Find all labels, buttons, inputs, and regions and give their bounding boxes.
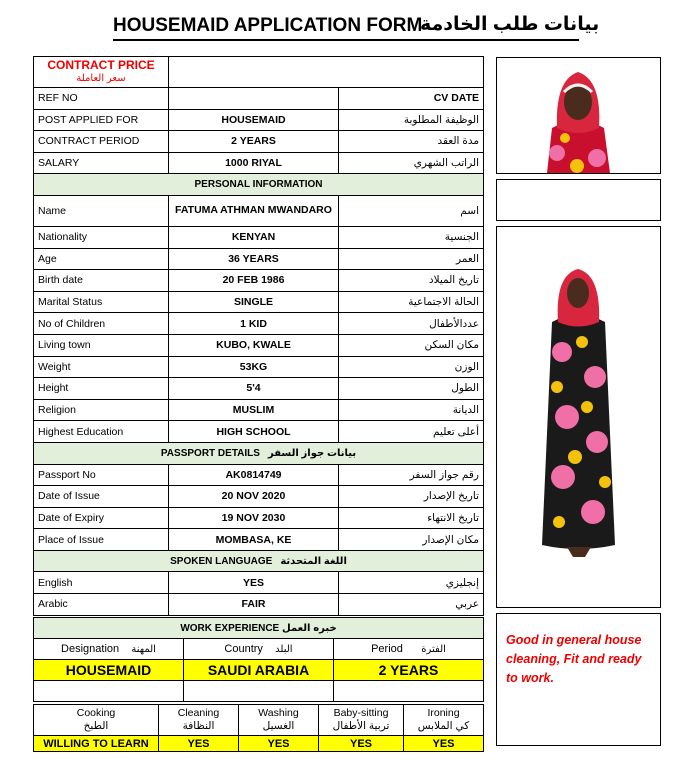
contract-price-label bbox=[34, 57, 169, 88]
personal-row-label-ar: تاريخ الميلاد bbox=[339, 270, 484, 292]
passport-row bbox=[34, 529, 484, 551]
personal-row-label-ar: الطول bbox=[339, 378, 484, 400]
passport-row bbox=[34, 507, 484, 529]
title-arabic: بيانات طلب الخادمة bbox=[420, 14, 600, 35]
skill-label bbox=[239, 705, 319, 736]
work-experience-title-ar: خبره العمل bbox=[282, 622, 337, 634]
personal-row-label-ar: الديانة bbox=[339, 399, 484, 421]
personal-row-value: 5'4 bbox=[169, 378, 339, 400]
country-header-ar: البلد bbox=[275, 644, 293, 655]
skill-value: YES bbox=[239, 736, 319, 752]
personal-row bbox=[34, 378, 484, 400]
top-row-label-ar: الراتب الشهري bbox=[339, 152, 484, 174]
top-row-value: 2 YEARS bbox=[169, 131, 339, 153]
personal-row-label: Marital Status bbox=[34, 291, 169, 313]
personal-row-label: Religion bbox=[34, 399, 169, 421]
top-row-label: CONTRACT PERIOD bbox=[34, 131, 169, 153]
passport-row-label: Passport No bbox=[34, 464, 169, 486]
name-row bbox=[34, 195, 484, 226]
personal-row bbox=[34, 248, 484, 270]
skill-name-ar: كي الملابس bbox=[417, 720, 470, 732]
personal-row-label-ar: أعلى تعليم bbox=[339, 421, 484, 443]
top-row-label: POST APPLIED FOR bbox=[34, 109, 169, 131]
skill-name-en: Ironing bbox=[427, 707, 460, 719]
passport-row-label-ar: تاريخ الإصدار bbox=[339, 486, 484, 508]
personal-row-label-ar: عددالأطفال bbox=[339, 313, 484, 335]
skill-name-ar: تربية الأطفال bbox=[332, 720, 390, 732]
personal-row-value: 36 YEARS bbox=[169, 248, 339, 270]
period-value: 2 YEARS bbox=[334, 660, 484, 681]
personal-row-value: SINGLE bbox=[169, 291, 339, 313]
remarks-box bbox=[496, 613, 661, 746]
form-title bbox=[0, 10, 686, 40]
skill-name-en: Baby-sitting bbox=[333, 707, 389, 719]
top-row-value: 1000 RIYAL bbox=[169, 152, 339, 174]
language-row-label-ar: إنجليزي bbox=[339, 572, 484, 594]
work-empty-row bbox=[34, 681, 484, 702]
period-header-en: Period bbox=[371, 643, 403, 655]
skill-value: WILLING TO LEARN bbox=[34, 736, 159, 752]
top-row bbox=[34, 109, 484, 131]
portrait-photo-frame bbox=[496, 57, 661, 174]
name-row-label: Name bbox=[34, 195, 169, 226]
personal-info-section-title-text: PERSONAL INFORMATION bbox=[194, 179, 323, 191]
skill-name-ar: النظافة bbox=[182, 720, 215, 732]
skill-name-en: Cooking bbox=[76, 707, 116, 719]
skill-value: YES bbox=[159, 736, 239, 752]
empty-cell bbox=[184, 681, 334, 702]
top-row-label-ar: مدة العقد bbox=[339, 131, 484, 153]
skill-name-ar: الطبخ bbox=[83, 720, 109, 732]
period-header-ar: الفترة bbox=[421, 644, 446, 655]
work-experience-title-en: WORK EXPERIENCE bbox=[180, 622, 280, 634]
language-row bbox=[34, 594, 484, 616]
skill-label bbox=[159, 705, 239, 736]
personal-info-section bbox=[34, 174, 484, 196]
personal-row-value: MUSLIM bbox=[169, 399, 339, 421]
empty-cell bbox=[334, 681, 484, 702]
country-header-en: Country bbox=[224, 643, 263, 655]
personal-row bbox=[34, 313, 484, 335]
personal-row-value: HIGH SCHOOL bbox=[169, 421, 339, 443]
personal-row-value: 1 KID bbox=[169, 313, 339, 335]
top-row-label: SALARY bbox=[34, 152, 169, 174]
top-row-value bbox=[169, 88, 339, 110]
skill-name-en: Washing bbox=[258, 707, 299, 719]
language-section-title bbox=[34, 550, 484, 572]
main-info-table bbox=[33, 56, 484, 616]
passport-section bbox=[34, 442, 484, 464]
passport-row-value: 19 NOV 2030 bbox=[169, 507, 339, 529]
personal-row bbox=[34, 226, 484, 248]
personal-row-value: 53KG bbox=[169, 356, 339, 378]
skills-table bbox=[33, 704, 484, 752]
skill-label bbox=[404, 705, 484, 736]
language-row-label: English bbox=[34, 572, 169, 594]
passport-row bbox=[34, 486, 484, 508]
top-row bbox=[34, 88, 484, 110]
personal-row-value: KENYAN bbox=[169, 226, 339, 248]
empty-cell bbox=[34, 681, 184, 702]
top-row-label: REF NO bbox=[34, 88, 169, 110]
skill-label bbox=[34, 705, 159, 736]
blank-box-1 bbox=[496, 179, 661, 221]
work-experience-row bbox=[34, 660, 484, 681]
personal-row-value: 20 FEB 1986 bbox=[169, 270, 339, 292]
personal-row bbox=[34, 356, 484, 378]
passport-row-label: Date of Expiry bbox=[34, 507, 169, 529]
personal-row-label: No of Children bbox=[34, 313, 169, 335]
passport-section-title-text: PASSPORT DETAILS bbox=[160, 447, 260, 459]
work-experience-header bbox=[34, 618, 484, 639]
designation-header-en: Designation bbox=[61, 643, 120, 655]
language-row-value: FAIR bbox=[169, 594, 339, 616]
passport-section-title-text: بيانات جواز السفر bbox=[267, 447, 357, 459]
personal-row bbox=[34, 291, 484, 313]
top-row-label-ar: CV DATE bbox=[339, 88, 484, 110]
designation-header-ar: المهنة bbox=[131, 644, 156, 655]
language-row-value: YES bbox=[169, 572, 339, 594]
contract-price-row bbox=[34, 57, 484, 88]
language-row bbox=[34, 572, 484, 594]
language-section-title-text: SPOKEN LANGUAGE bbox=[170, 555, 273, 567]
passport-row-label-ar: رقم جواز السفر bbox=[339, 464, 484, 486]
name-row-value: FATUMA ATHMAN MWANDARO bbox=[169, 195, 339, 226]
personal-row bbox=[34, 399, 484, 421]
passport-row-label-ar: تاريخ الانتهاء bbox=[339, 507, 484, 529]
passport-row-label: Place of Issue bbox=[34, 529, 169, 551]
top-row-label-ar: الوظيفة المطلوبة bbox=[339, 109, 484, 131]
title-underline bbox=[113, 39, 579, 41]
work-columns-row bbox=[34, 639, 484, 660]
skills-value-row bbox=[34, 736, 484, 752]
personal-row-label-ar: الوزن bbox=[339, 356, 484, 378]
personal-row-label-ar: الحالة الاجتماعية bbox=[339, 291, 484, 313]
personal-row bbox=[34, 334, 484, 356]
personal-info-section-title bbox=[34, 174, 484, 196]
language-section-title-text: اللغة المتحدثة bbox=[280, 555, 347, 567]
country-value: SAUDI ARABIA bbox=[184, 660, 334, 681]
personal-row-label: Height bbox=[34, 378, 169, 400]
work-experience-table bbox=[33, 617, 484, 702]
language-row-label-ar: عربي bbox=[339, 594, 484, 616]
personal-row-label: Birth date bbox=[34, 270, 169, 292]
top-row bbox=[34, 131, 484, 153]
skill-name-en: Cleaning bbox=[177, 707, 220, 719]
name-row-label-ar: اسم bbox=[339, 195, 484, 226]
personal-row-label: Nationality bbox=[34, 226, 169, 248]
full-body-photo-frame bbox=[496, 226, 661, 608]
personal-row-label: Living town bbox=[34, 334, 169, 356]
skills-label-row bbox=[34, 705, 484, 736]
skill-label bbox=[319, 705, 404, 736]
passport-row-label-ar: مكان الإصدار bbox=[339, 529, 484, 551]
portrait-photo bbox=[497, 58, 660, 173]
passport-section-title bbox=[34, 442, 484, 464]
skill-name-ar: الغسيل bbox=[262, 720, 295, 732]
personal-row bbox=[34, 421, 484, 443]
full-body-photo bbox=[497, 227, 660, 607]
contract-price-ar: سعر العاملة bbox=[76, 73, 126, 84]
personal-row-label-ar: الجنسية bbox=[339, 226, 484, 248]
top-row-value: HOUSEMAID bbox=[169, 109, 339, 131]
passport-row-label: Date of Issue bbox=[34, 486, 169, 508]
personal-row-label: Weight bbox=[34, 356, 169, 378]
country-header bbox=[184, 639, 334, 660]
passport-row-value: 20 NOV 2020 bbox=[169, 486, 339, 508]
passport-row bbox=[34, 464, 484, 486]
personal-row-label-ar: مكان السكن bbox=[339, 334, 484, 356]
skill-value: YES bbox=[319, 736, 404, 752]
period-header bbox=[334, 639, 484, 660]
passport-row-value: AK0814749 bbox=[169, 464, 339, 486]
contract-price-en: CONTRACT PRICE bbox=[47, 58, 155, 72]
passport-row-value: MOMBASA, KE bbox=[169, 529, 339, 551]
personal-row-value: KUBO, KWALE bbox=[169, 334, 339, 356]
personal-row-label: Age bbox=[34, 248, 169, 270]
top-row bbox=[34, 152, 484, 174]
personal-row bbox=[34, 270, 484, 292]
designation-header bbox=[34, 639, 184, 660]
personal-row-label: Highest Education bbox=[34, 421, 169, 443]
designation-value: HOUSEMAID bbox=[34, 660, 184, 681]
title-english: HOUSEMAID APPLICATION FORM bbox=[113, 15, 423, 36]
personal-row-label-ar: العمر bbox=[339, 248, 484, 270]
contract-price-value bbox=[169, 57, 484, 88]
language-row-label: Arabic bbox=[34, 594, 169, 616]
remarks-text: Good in general house cleaning, Fit and ready to work. bbox=[506, 633, 642, 685]
language-section bbox=[34, 550, 484, 572]
skill-value: YES bbox=[404, 736, 484, 752]
